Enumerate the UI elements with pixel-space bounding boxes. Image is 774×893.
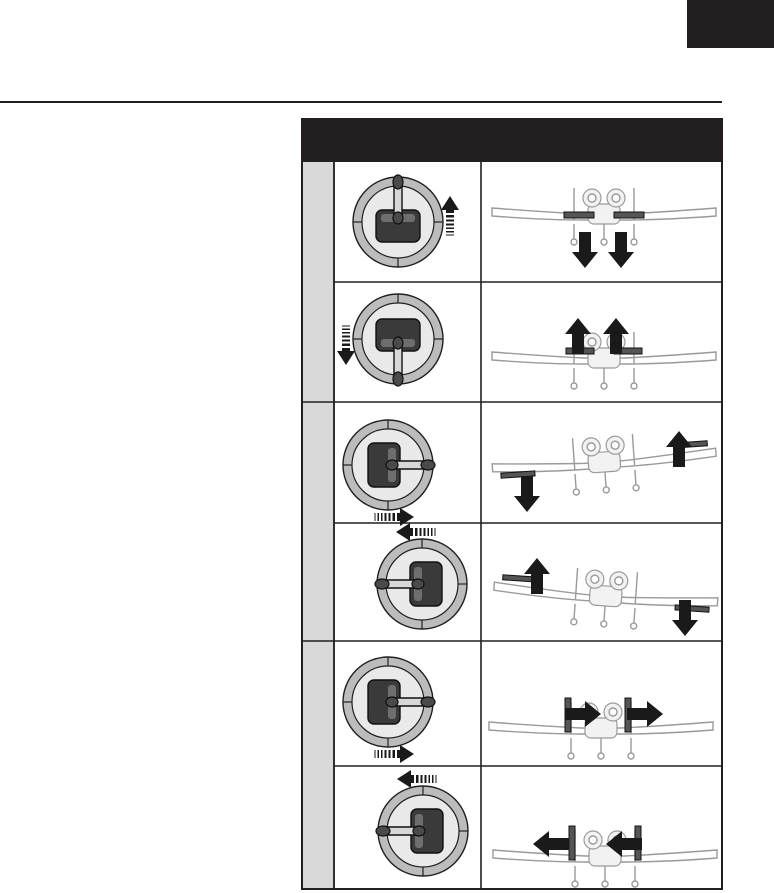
control-direction-table (301, 118, 723, 890)
table-header-bar (301, 118, 723, 162)
control-direction-table-svg (301, 118, 723, 890)
header-rule (0, 101, 722, 103)
side-label-column (301, 162, 334, 890)
page-thumb-tab (687, 0, 774, 48)
